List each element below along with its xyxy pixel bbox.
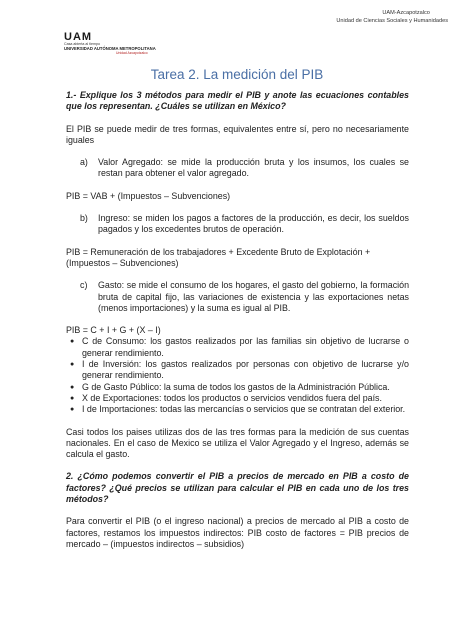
intro-paragraph: El PIB se puede medir de tres formas, equivalentes entre sí, pero no necesariamente iguales: [66, 123, 409, 145]
institution-header: [336, 9, 448, 25]
list-item: [66, 393, 409, 404]
document-body: [66, 90, 409, 550]
document-title: Tarea 2. La medición del PIB: [150, 67, 324, 82]
uam-logo-motto: Casa abierta al tiempo: [64, 42, 100, 46]
uam-logo-mark: UAM: [64, 31, 93, 43]
division-name: Unidad de Ciencias Sociales y Humanidades: [336, 18, 448, 24]
list-item-text: I de Importaciones: todas las mercancías o servicios que se contratan del exterior.: [82, 404, 406, 415]
uam-logo-unit: Unidad Azcapotzalco: [116, 51, 148, 55]
equation-value-added: PIB = VAB + (Impuestos – Subvenciones): [66, 190, 231, 201]
method-a-label: a): [80, 157, 88, 168]
list-item: [66, 359, 409, 382]
method-b-label: b): [80, 213, 88, 224]
bullet-icon: ●: [70, 361, 75, 369]
list-item-text: X de Exportaciones: todos los productos o servicios vendidos fuera del país.: [82, 392, 382, 403]
bullet-icon: ●: [70, 394, 75, 402]
list-item: [66, 336, 409, 359]
bullet-icon: ●: [70, 383, 75, 391]
method-a-text: Valor Agregado: se mide la producción bruta y los insumos, los cuales se restan para obtener el valor agregado.: [98, 157, 409, 179]
method-b: [66, 213, 409, 236]
equation-income: PIB = Remuneración de los trabajadores + Excedente Bruto de Explotación + (Impuestos – Subvenciones): [66, 246, 371, 268]
list-item: [66, 404, 409, 415]
uam-logo-university: UNIVERSIDAD AUTÓNOMA METROPOLITANA: [64, 46, 156, 51]
method-c-label: c): [80, 280, 88, 291]
bullet-icon: ●: [70, 338, 75, 346]
list-item-text: C de Consumo: los gastos realizados por las familias sin objetivo de lucrarse o generar rendimiento.: [82, 336, 409, 358]
method-c-text: Gasto: se mide el consumo de los hogares, el gasto del gobierno, la formación bruta de capital fijo, las variaciones de existencia y las exportaciones netas (menos importaciones) y la suma es igual al PIB.: [98, 280, 409, 313]
method-b-text: Ingreso: se miden los pagos a factores de la producción, es decir, los sueldos pagados y los excedentes brutos de operación.: [98, 213, 409, 235]
question-1: 1.- Explique los 3 métodos para medir el PIB y anote las ecuaciones contables que los representan. ¿Cuáles se utilizan en México?: [66, 90, 409, 112]
method-a: [66, 157, 409, 180]
list-item-text: I de Inversión: los gastos realizados por personas con objetivo de lucrarse y/o generar rendimiento.: [82, 359, 409, 381]
list-item-text: G de Gasto Público: la suma de todos los gastos de la Administración Pública.: [82, 381, 390, 392]
campus-name: UAM-Azcapotzalco: [382, 10, 430, 16]
uam-logo: [64, 29, 184, 55]
question-2: 2. ¿Cómo podemos convertir el PIB a precios de mercado en PIB a costo de factores? ¿Qué precios se utilizan para calcular el PIB en cada uno de los tres métodos?: [66, 471, 409, 505]
mexico-paragraph: Casi todos los paises utilizas dos de las tres formas para la medición de sus cuentas nacionales. En el caso de Mexico se utiliza el Valor Agregado y el Ingreso, además se calcula el gasto.: [66, 426, 409, 460]
answer-2-paragraph: Para convertir el PIB (o el ingreso nacional) a precios de mercado al PIB a costo de factores, restamos los impuestos indirectos: PIB costo de factores = PIB precios de mercado – (impuestos indirectos – subsidios): [66, 516, 409, 549]
method-c: [66, 280, 409, 314]
list-item: [66, 382, 409, 393]
bullet-icon: ●: [70, 406, 75, 414]
equation-expenditure: PIB = C + I + G + (X – I): [66, 325, 161, 336]
